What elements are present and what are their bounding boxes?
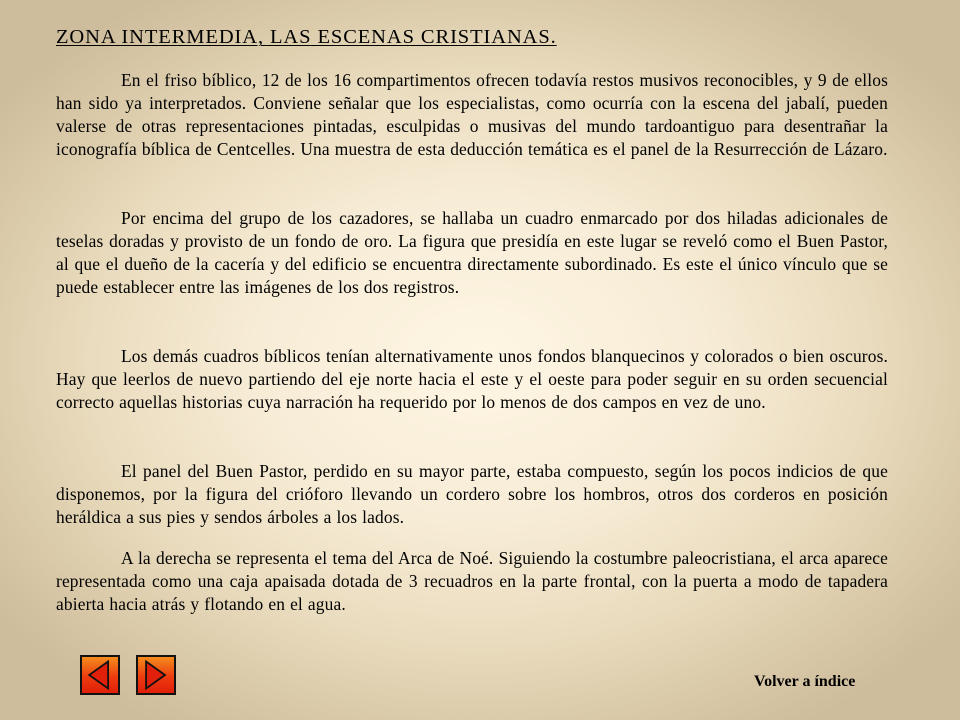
paragraph-2: Por encima del grupo de los cazadores, se hallaba un cuadro enmarcado por dos hiladas adicionales de teselas doradas y provisto de un fondo de oro. La figura que presidía en este lugar se reveló como el Buen Pastor, al que el dueño de la cacería y del edificio se encuentra directamente subordinado. Es este el único vínculo que se puede establecer entre las imágenes de los dos registros.	[56, 208, 888, 297]
arrow-right-icon	[138, 657, 174, 693]
page-title: ZONA INTERMEDIA, LAS ESCENAS CRISTIANAS.	[56, 26, 557, 48]
back-to-index-link[interactable]: Volver a índice	[754, 673, 856, 690]
next-page-button[interactable]	[136, 655, 176, 695]
paragraph-4: El panel del Buen Pastor, perdido en su mayor parte, estaba compuesto, según los pocos indicios de que disponemos, por la figura del crióforo llevando un cordero sobre los hombros, otros dos corderos en posición heráldica a sus pies y sendos árboles a los lados.	[56, 461, 888, 527]
paragraph-3: Los demás cuadros bíblicos tenían alternativamente unos fondos blanquecinos y colorados o bien oscuros. Hay que leerlos de nuevo partiendo del eje norte hacia el este y el oeste para poder seguir en su orden secuencial correcto aquellas historias cuya narración ha requerido por lo menos de dos campos en vez de uno.	[56, 346, 888, 412]
paragraph-1: En el friso bíblico, 12 de los 16 compartimentos ofrecen todavía restos musivos reconocibles, y 9 de ellos han sido ya interpretados. Conviene señalar que los especialistas, como ocurría con la escena del jabalí, pueden valerse de otras representaciones pintadas, esculpidas o musivas del mundo tardoantiguo para desentrañar la iconografía bíblica de Centcelles. Una muestra de esta deducción temática es el panel de la Resurrección de Lázaro.	[56, 70, 888, 159]
slide-content	[56, 25, 888, 614]
arrow-left-icon	[82, 657, 118, 693]
paragraph-5: A la derecha se representa el tema del Arca de Noé. Siguiendo la costumbre paleocristiana, el arca aparece representada como una caja apaisada dotada de 3 recuadros en la parte frontal, con la puerta a modo de tapadera abierta hacia atrás y flotando en el agua.	[56, 548, 888, 614]
previous-page-button[interactable]	[80, 655, 120, 695]
